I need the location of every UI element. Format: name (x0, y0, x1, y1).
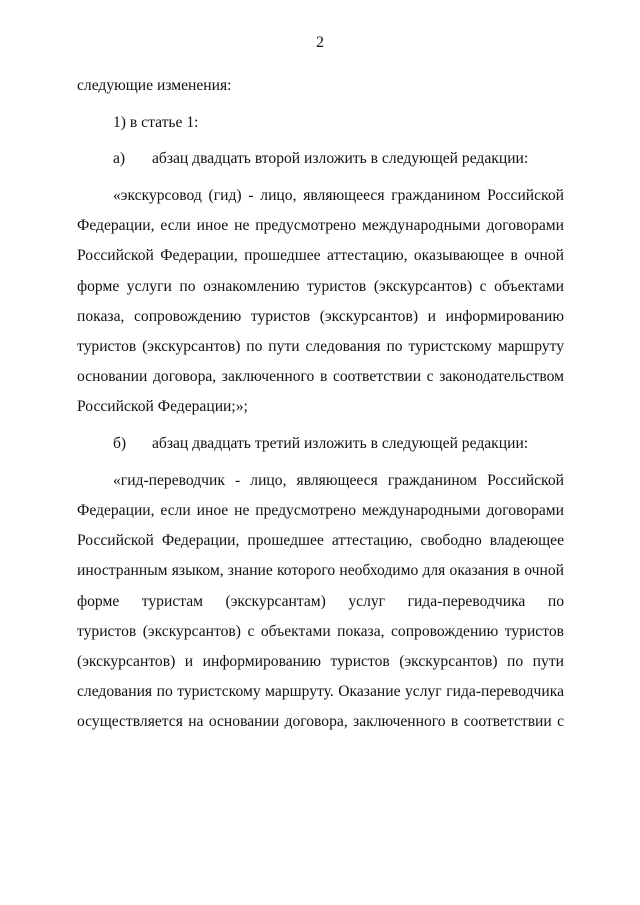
text-line: Федерации, если иное не предусмотрено международными договорами (77, 501, 564, 519)
text-line: показа, сопровождению туристов (экскурсантов) и информированию (77, 307, 564, 325)
list-marker: а) (113, 150, 126, 168)
list-item-text: абзац двадцать третий изложить в следующей редакции: (152, 435, 529, 453)
text-line: 1) в статье 1: (113, 113, 199, 131)
text-line: «гид-переводчик - лицо, являющееся гражданином Российской (113, 471, 564, 489)
text-line: Российской Федерации, прошедшее аттестацию, свободно владеющее (77, 532, 564, 550)
text-line: следующие изменения: (77, 77, 232, 94)
document-body (77, 71, 564, 737)
text-line: основании договора, заключенного в соответствии с законодательством (77, 368, 564, 386)
text-line: осуществляется на основании договора, заключенного в соответствии с (77, 713, 564, 731)
text-line: (экскурсантов) и информированию туристов (экскурсантов) по пути (77, 652, 564, 670)
list-item-text: абзац двадцать второй изложить в следующей редакции: (152, 150, 529, 168)
text-line: иностранным языком, знание которого необходимо для оказания в очной (77, 562, 564, 580)
list-item-line (77, 429, 564, 459)
list-item-line (77, 144, 564, 174)
text-line: Российской Федерации, прошедшее аттестацию, оказывающее в очной (77, 247, 564, 265)
text-line: Федерации, если иное не предусмотрено международными договорами (77, 217, 564, 235)
text-line: следования по туристскому маршруту. Оказание услуг гида-переводчика (77, 683, 564, 701)
text-line: туристов (экскурсантов) по пути следования по туристскому маршруту (77, 338, 564, 355)
text-line: форме услуги по ознакомлению туристов (экскурсантов) с объектами (77, 277, 564, 295)
page-number: 2 (316, 34, 324, 51)
text-line: форме туристам (экскурсантам) услуг гида-переводчика по (77, 592, 564, 610)
text-line: Российской Федерации;»; (77, 398, 248, 416)
text-line: туристов (экскурсантов) с объектами показа, сопровождению туристов (77, 622, 564, 640)
list-marker: б) (113, 435, 127, 453)
text-line: «экскурсовод (гид) - лицо, являющееся гражданином Российской (113, 187, 564, 205)
